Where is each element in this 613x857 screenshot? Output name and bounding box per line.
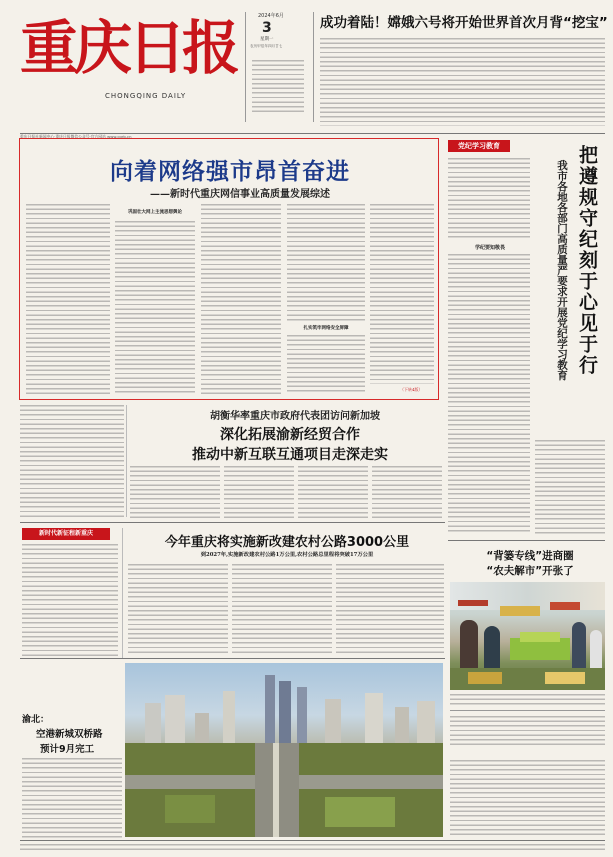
- construction-photo: [125, 663, 443, 837]
- section-heading-1: 巩固壮大网上主流思想舆论: [128, 210, 182, 215]
- section-tag-party: 党纪学习教育: [448, 140, 510, 152]
- top-strip-text: 重庆日报社新闻中心·重庆日报微信公众号·官方网站 www.cqrb.cn: [20, 134, 132, 139]
- masthead: [20, 10, 245, 122]
- logo: 重庆日报: [20, 14, 237, 82]
- logo-subtitle: CHONGQING DAILY: [105, 92, 187, 100]
- photo-caption-title-3: 预计9月完工: [40, 744, 95, 755]
- lead-story-box: [19, 138, 439, 400]
- lead-continued: （下转4版）: [400, 387, 423, 392]
- top-left-strip: [20, 123, 310, 139]
- hotline-headline-1: “背篓专线”进商圈: [486, 550, 574, 562]
- middle-headline-1: 深化拓展渝新经贸合作: [220, 427, 360, 443]
- middle-kicker: 胡衡华率重庆市政府代表团访问新加坡: [210, 411, 380, 422]
- date-box: [250, 12, 310, 122]
- lunar-date: 农历甲辰年四月廿七: [250, 44, 283, 48]
- top-news-body: [320, 38, 605, 126]
- section-heading-2: 扎实筑牢网络安全屏障: [303, 326, 349, 331]
- rural-subheadline: 到2027年,实施新改建农村公路1万公里,农村公路总里程将突破17万公里: [200, 552, 374, 558]
- lead-subtitle: ——新时代重庆网信事业高质量发展综述: [150, 189, 330, 200]
- photo-caption-title-2: 空港新城双桥路: [36, 729, 103, 740]
- sub-heading-discipline: 学纪要知敬畏: [474, 245, 505, 251]
- date-line: 2024年6月: [258, 13, 284, 19]
- rural-headline: 今年重庆将实施新改建农村公路3000公里: [164, 535, 410, 550]
- vertical-subtitle: 我市各地各部门高质量严要求开展党纪学习教育: [556, 160, 568, 381]
- date-day: 3: [262, 20, 272, 36]
- section-tag-newera: 新时代新征程新重庆: [22, 528, 110, 540]
- middle-headline-2: 推动中新互联互通项目走深走实: [192, 447, 388, 463]
- vertical-title: 把遵规守纪刻于心见于行: [576, 145, 598, 376]
- market-photo: [450, 582, 605, 690]
- top-news-headline: 成功着陆！嫦娥六号将开始世界首次月背“挖宝”: [320, 15, 608, 31]
- lead-title: 向着网络强市昂首奋进: [110, 159, 350, 185]
- photo-caption-title-1: 渝北：: [22, 715, 50, 725]
- hotline-headline-2: “农夫解市”开张了: [486, 565, 574, 577]
- weekday: 星期一: [260, 37, 274, 42]
